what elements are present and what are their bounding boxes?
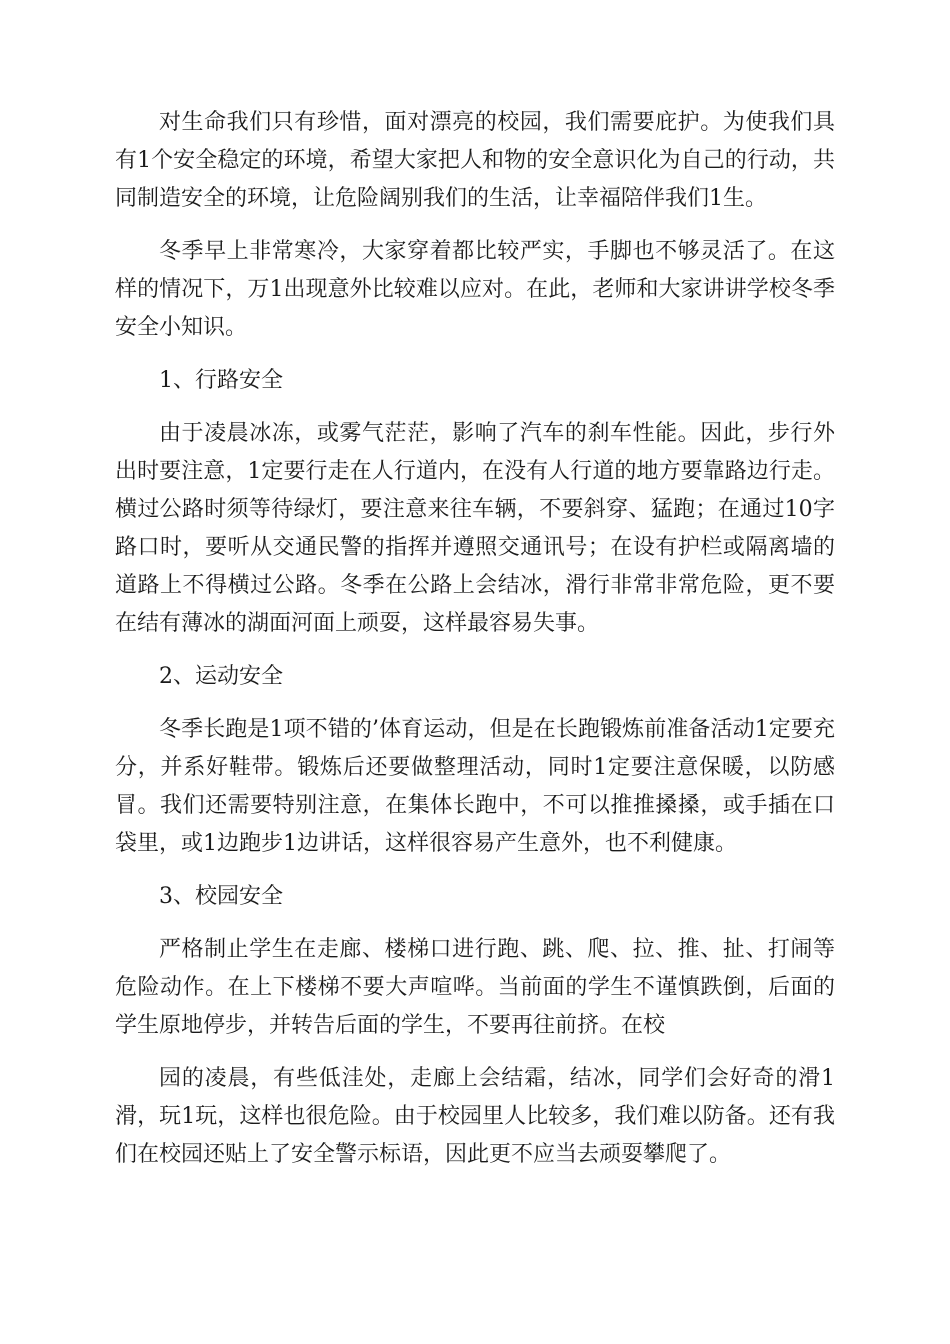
paragraph-winter-morning: 冬季早上非常寒冷，大家穿着都比较严实，手脚也不够灵活了。在这样的情况下，万1出现意外比较难以应对。在此，老师和大家讲讲学校冬季安全小知识。 — [115, 239, 835, 340]
paragraph-campus-safety-1: 严格制止学生在走廊、楼梯口进行跑、跳、爬、拉、推、扯、打闹等危险动作。在上下楼梯不要大声喧哗。当前面的学生不谨慎跌倒，后面的学生原地停步，并转告后面的学生，不要再往前挤。在校 — [115, 937, 835, 1038]
paragraph-campus-safety-2: 园的凌晨，有些低洼处，走廊上会结霜，结冰，同学们会好奇的滑1滑，玩1玩，这样也很危险。由于校园里人比较多，我们难以防备。还有我们在校园还贴上了安全警示标语，因此更不应当去顽耍攀爬了。 — [115, 1066, 835, 1167]
section-heading-campus-safety: 3、校园安全 — [159, 884, 283, 909]
section-heading-road-safety: 1、行路安全 — [159, 368, 283, 393]
paragraph-intro: 对生命我们只有珍惜，面对漂亮的校园，我们需要庇护。为使我们具有1个安全稳定的环境，希望大家把人和物的安全意识化为自己的行动，共同制造安全的环境，让危险阔别我们的生活，让幸福陪伴我们1生。 — [115, 110, 835, 211]
section-heading-sports-safety: 2、运动安全 — [159, 664, 283, 689]
paragraph-sports-safety: 冬季长跑是1项不错的’体育运动，但是在长跑锻炼前准备活动1定要充分，并系好鞋带。锻炼后还要做整理活动，同时1定要注意保暖，以防感冒。我们还需要特别注意，在集体长跑中，不可以推推搡搡，或手插在口袋里，或1边跑步1边讲话，这样很容易产生意外，也不利健康。 — [115, 717, 835, 856]
document-page — [115, 104, 835, 1189]
paragraph-road-safety: 由于凌晨冰冻，或雾气茫茫，影响了汽车的刹车性能。因此，步行外出时要注意，1定要行走在人行道内，在没有人行道的地方要靠路边行走。横过公路时须等待绿灯，要注意来往车辆，不要斜穿、猛跑；在通过10字路口时，要听从交通民警的指挥并遵照交通讯号；在设有护栏或隔离墙的道路上不得横过公路。冬季在公路上会结冰，滑行非常非常危险，更不要在结有薄冰的湖面河面上顽耍，这样最容易失事。 — [115, 421, 835, 636]
